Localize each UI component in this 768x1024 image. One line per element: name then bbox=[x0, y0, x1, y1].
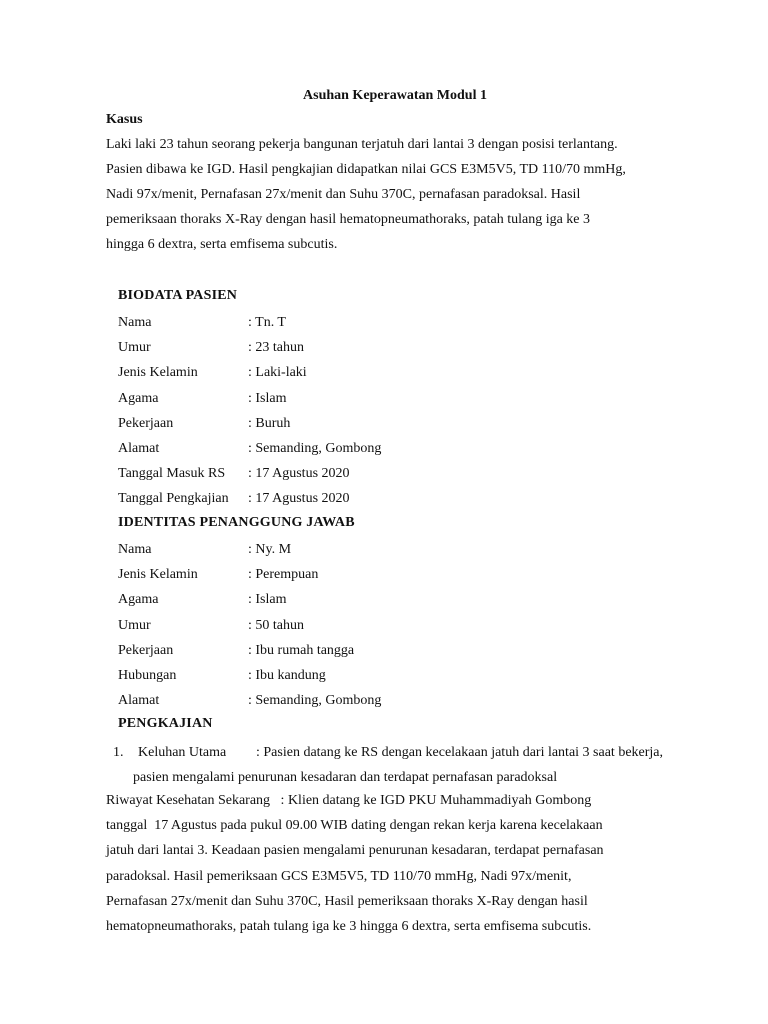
kasus-line: Pasien dibawa ke IGD. Hasil pengkajian didapatkan nilai GCS E3M5V5, TD 110/70 mmHg, bbox=[106, 162, 626, 177]
field-value: : Buruh bbox=[248, 415, 291, 431]
field-value: : 17 Agustus 2020 bbox=[248, 491, 350, 507]
keluhan-utama-item bbox=[113, 740, 733, 790]
field-value: : 17 Agustus 2020 bbox=[248, 466, 350, 482]
field-label: Pekerjaan bbox=[118, 642, 174, 658]
kasus-line: Nadi 97x/menit, Pernafasan 27x/menit dan Suhu 370C, pernafasan paradoksal. Hasil bbox=[106, 187, 581, 202]
kasus-heading: Kasus bbox=[106, 112, 143, 127]
field-value: : Perempuan bbox=[248, 567, 319, 583]
field-value: : Semanding, Gombong bbox=[248, 440, 382, 456]
riwayat-line: hematopneumathoraks, patah tulang iga ke 3 hingga 6 dextra, serta emfisema subcutis. bbox=[106, 918, 592, 934]
field-label: Alamat bbox=[118, 440, 160, 456]
field-label: Tanggal Pengkajian bbox=[118, 491, 229, 507]
pengkajian-heading: PENGKAJIAN bbox=[118, 716, 213, 731]
kasus-line: pemeriksaan thoraks X-Ray dengan hasil hematopneumathoraks, patah tulang iga ke 3 bbox=[106, 212, 591, 227]
field-value: : 50 tahun bbox=[248, 617, 304, 633]
field-label: Umur bbox=[118, 617, 151, 633]
field-value: : Islam bbox=[248, 592, 287, 608]
kasus-line: Laki laki 23 tahun seorang pekerja bangunan terjatuh dari lantai 3 dengan posisi terlantang. bbox=[106, 137, 618, 152]
list-marker: 1. bbox=[113, 745, 124, 760]
numbered-line bbox=[113, 765, 733, 790]
field-label: Agama bbox=[118, 390, 159, 406]
field-value: : Ibu rumah tangga bbox=[248, 642, 355, 658]
field-label: Agama bbox=[118, 592, 159, 608]
field-label: Umur bbox=[118, 340, 151, 356]
field-label: Alamat bbox=[118, 693, 160, 709]
field-label: Jenis Kelamin bbox=[118, 365, 198, 381]
field-value: : Ibu kandung bbox=[248, 667, 326, 683]
keluhan-utama-label: Keluhan Utama bbox=[138, 745, 227, 760]
keluhan-utama-continuation: pasien mengalami penurunan kesadaran dan terdapat pernafasan paradoksal bbox=[133, 770, 558, 785]
biodata-heading: BIODATA PASIEN bbox=[118, 288, 238, 303]
riwayat-line: paradoksal. Hasil pemeriksaan GCS E3M5V5, TD 110/70 mmHg, Nadi 97x/menit, bbox=[106, 868, 572, 884]
riwayat-line: jatuh dari lantai 3. Keadaan pasien mengalami penurunan kesadaran, terdapat pernafasan bbox=[106, 843, 604, 859]
field-value: : Tn. T bbox=[248, 315, 286, 330]
numbered-line bbox=[113, 740, 733, 765]
riwayat-paragraph bbox=[106, 788, 726, 939]
kasus-paragraph bbox=[106, 132, 706, 257]
field-value: : Ny. M bbox=[248, 542, 292, 557]
field-label: Pekerjaan bbox=[118, 415, 174, 431]
riwayat-line: Riwayat Kesehatan Sekarang : Klien datang ke IGD PKU Muhammadiyah Gombong bbox=[106, 793, 592, 808]
document-title: Asuhan Keperawatan Modul 1 bbox=[303, 88, 487, 103]
riwayat-line: Pernafasan 27x/menit dan Suhu 370C, Hasil pemeriksaan thoraks X-Ray dengan hasil bbox=[106, 893, 588, 909]
field-value: : Laki-laki bbox=[248, 365, 307, 381]
riwayat-line: tanggal 17 Agustus pada pukul 09.00 WIB dating dengan rekan kerja karena kecelakaan bbox=[106, 818, 603, 834]
keluhan-utama-text: : Pasien datang ke RS dengan kecelakaan jatuh dari lantai 3 saat bekerja, bbox=[256, 745, 664, 760]
field-label: Jenis Kelamin bbox=[118, 567, 198, 583]
field-value: : Islam bbox=[248, 390, 287, 406]
penanggung-heading: IDENTITAS PENANGGUNG JAWAB bbox=[118, 515, 355, 530]
field-label: Tanggal Masuk RS bbox=[118, 466, 226, 482]
field-label: Hubungan bbox=[118, 667, 177, 683]
field-label: Nama bbox=[118, 542, 152, 557]
kasus-line: hingga 6 dextra, serta emfisema subcutis. bbox=[106, 237, 338, 252]
field-label: Nama bbox=[118, 315, 152, 330]
field-value: : 23 tahun bbox=[248, 340, 304, 356]
field-value: : Semanding, Gombong bbox=[248, 693, 382, 709]
